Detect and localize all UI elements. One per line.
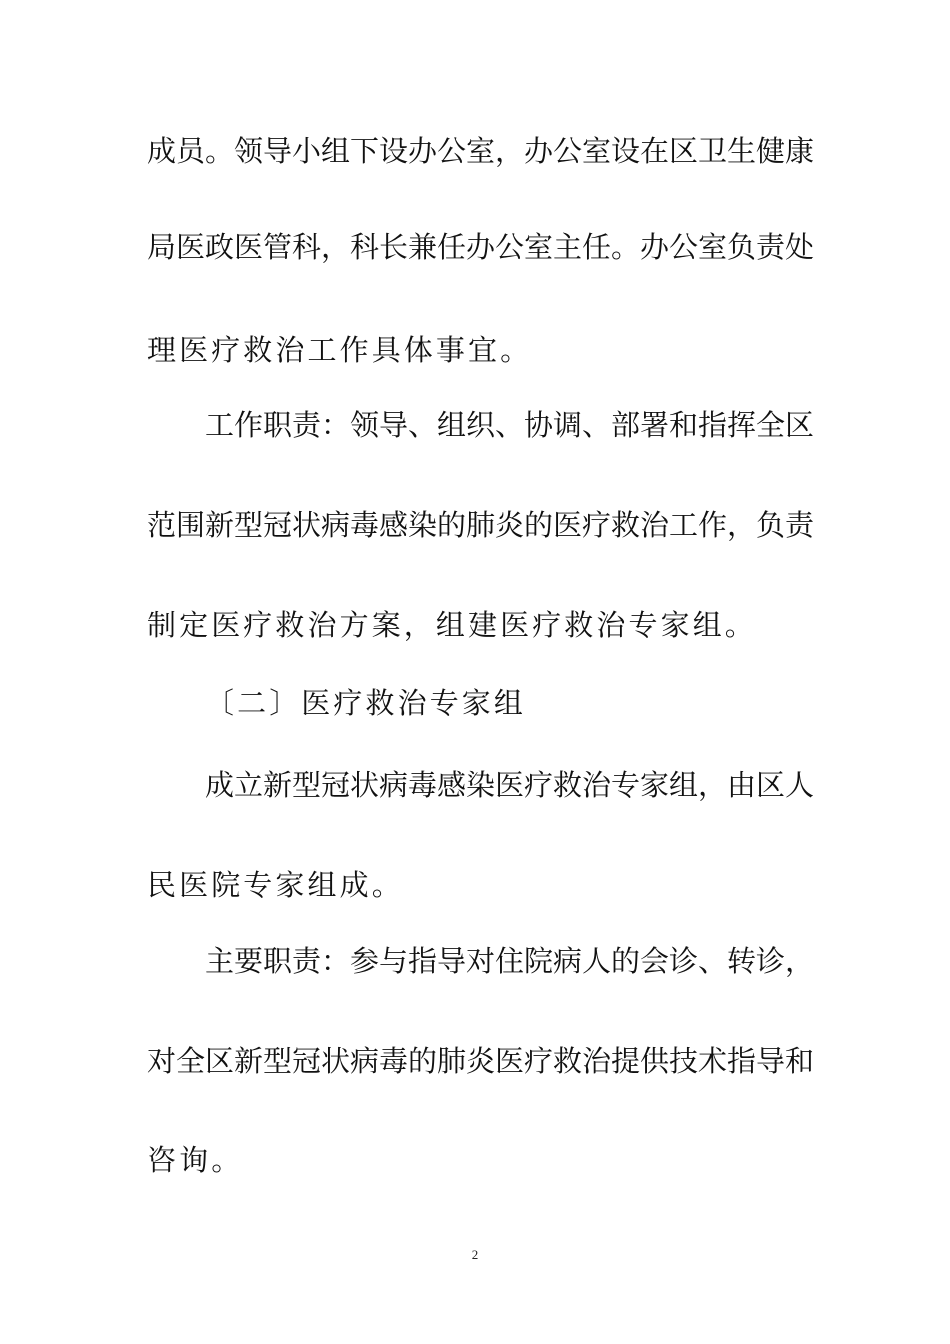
text-line-5: 范围新型冠状病毒感染的肺炎的医疗救治工作，负责 [147,508,815,542]
text-line-4: 工作职责：领导、组织、协调、部署和指挥全区 [205,408,815,442]
page-number: 2 [471,1247,479,1262]
section-heading: 〔二〕医疗救治专家组 [205,686,527,720]
text-line-1: 成员。领导小组下设办公室，办公室设在区卫生健康 [147,134,815,168]
text-line-2: 局医政医管科，科长兼任办公室主任。办公室负责处 [147,230,815,264]
text-line-6: 制定医疗救治方案，组建医疗救治专家组。 [147,608,757,642]
text-line-3: 理医疗救治工作具体事宜。 [147,333,533,367]
text-line-12: 咨询。 [147,1143,244,1177]
text-line-10: 主要职责：参与指导对住院病人的会诊、转诊， [205,944,815,978]
text-line-11: 对全区新型冠状病毒的肺炎医疗救治提供技术指导和 [147,1044,815,1078]
text-line-8: 成立新型冠状病毒感染医疗救治专家组，由区人 [205,768,815,802]
text-line-9: 民医院专家组成。 [147,868,404,902]
